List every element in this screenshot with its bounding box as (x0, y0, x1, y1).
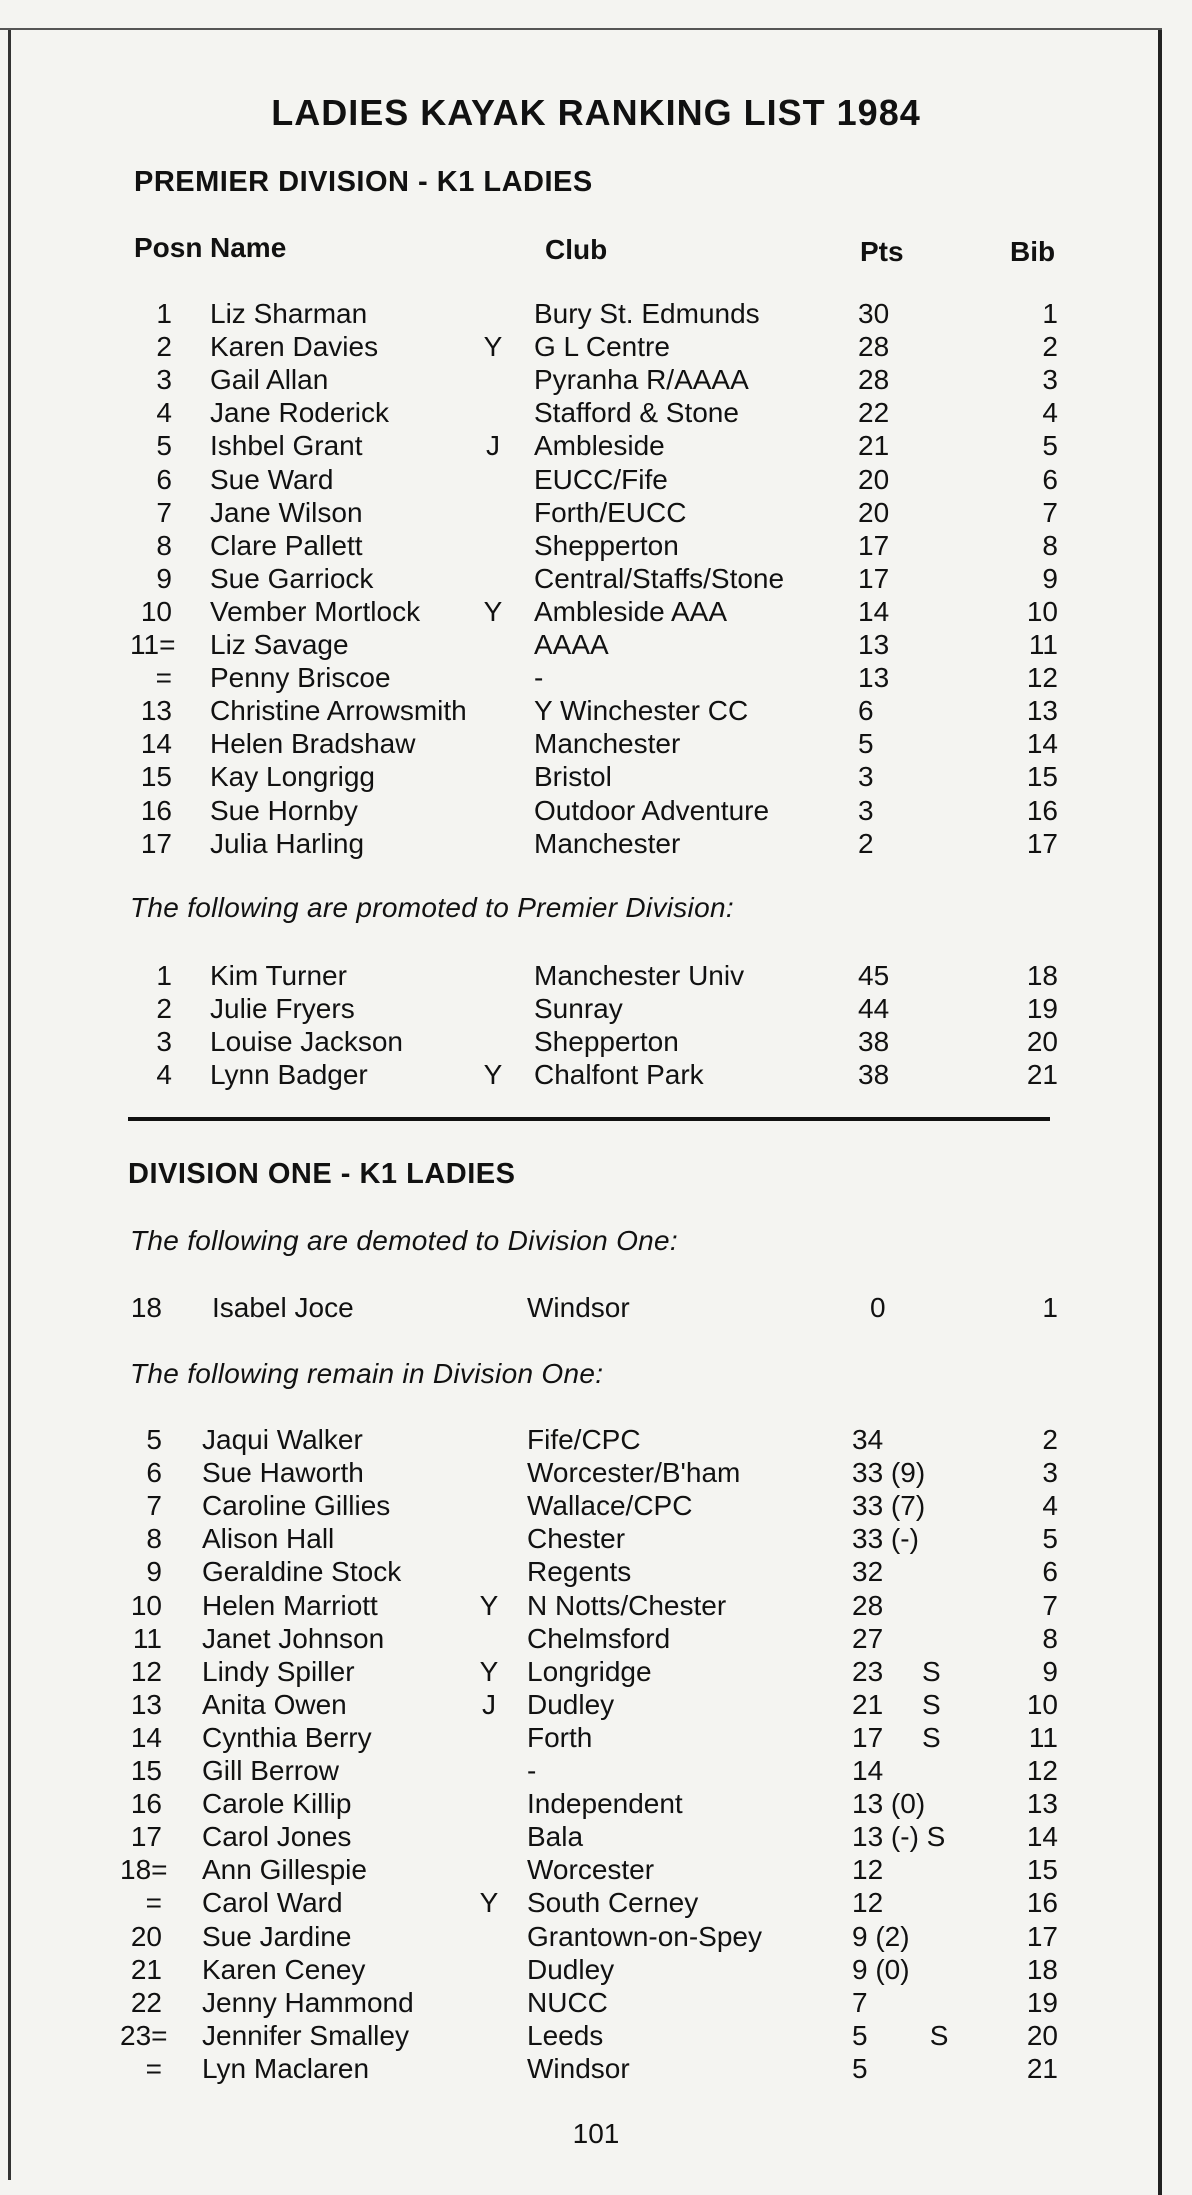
club-cell: Shepperton (534, 1026, 679, 1057)
category-cell: Y (479, 1655, 499, 1687)
points-cell: 33 (-) (852, 1523, 919, 1555)
bib-cell: 5 (1042, 1523, 1058, 1555)
club-cell: EUCC/Fife (534, 463, 668, 495)
bib-cell: 12 (1026, 1755, 1058, 1786)
club-cell: Worcester/B'ham (527, 1457, 741, 1489)
rank-cell: 4 (156, 397, 172, 429)
bib-cell: 19 (1026, 1986, 1058, 2018)
name-cell: Carol Jones (202, 1821, 352, 1853)
club-cell: Shepperton (534, 529, 679, 561)
rank-cell: 12 (130, 1655, 162, 1687)
table-row (0, 1623, 1192, 1656)
name-cell: Sue Ward (210, 463, 334, 495)
points-cell: 3 (858, 761, 874, 793)
club-cell: N Notts/Chester (527, 1589, 727, 1621)
rank-cell: 11 (132, 1622, 162, 1654)
table-row (0, 430, 1192, 463)
club-cell: Wallace/CPC (527, 1490, 693, 1522)
name-cell: Jane Roderick (210, 397, 389, 429)
club-cell: NUCC (527, 1986, 608, 2018)
points-cell: 30 (858, 298, 890, 329)
club-cell: Ambleside (534, 430, 665, 462)
points-cell: 9 (0) (852, 1953, 910, 1985)
club-cell: Central/Staffs/Stone (534, 562, 785, 594)
points-cell: 28 (858, 331, 890, 363)
rank-cell: 1 (156, 298, 172, 329)
table-row (0, 960, 1192, 993)
club-cell: Outdoor Adventure (534, 794, 770, 826)
rank-cell: 7 (156, 496, 172, 528)
rank-cell: 8 (146, 1523, 162, 1555)
name-cell: Helen Marriott (202, 1589, 378, 1621)
bib-cell: 7 (1042, 496, 1058, 528)
points-cell: 17 (858, 562, 890, 594)
header-name: Name (210, 232, 287, 263)
table-row (0, 2020, 1192, 2053)
bib-cell: 3 (1042, 364, 1058, 396)
points-cell: 17 S (852, 1721, 941, 1753)
name-cell: Sue Jardine (202, 1920, 352, 1952)
table-row (0, 2053, 1192, 2086)
table-row (0, 1689, 1192, 1722)
rank-cell: 5 (156, 430, 172, 462)
table-row (0, 530, 1192, 563)
bib-cell: 5 (1042, 430, 1058, 462)
rank-cell: 2 (156, 331, 172, 363)
name-cell: Caroline Gillies (202, 1490, 391, 1522)
bib-cell: 4 (1042, 397, 1058, 429)
demoted-note: The following are demoted to Division One: (130, 1225, 678, 1256)
points-cell: 13 (858, 662, 890, 694)
rank-cell: 17 (130, 1821, 162, 1853)
points-cell: 33 (9) (852, 1457, 926, 1489)
name-cell: Jaqui Walker (202, 1424, 363, 1455)
table-row (0, 1722, 1192, 1755)
page-number: 101 (572, 2118, 620, 2149)
points-cell: 5 S (852, 2019, 949, 2051)
points-cell: 9 (2) (852, 1920, 910, 1952)
points-cell: 22 (858, 397, 890, 429)
club-cell: Chester (527, 1523, 626, 1555)
rank-cell: = (155, 662, 172, 694)
bib-cell: 6 (1042, 463, 1058, 495)
rank-cell: 7 (146, 1490, 162, 1522)
table-row (0, 1490, 1192, 1523)
category-cell: Y (483, 1059, 503, 1090)
category-cell: J (482, 1688, 496, 1720)
name-cell: Kay Longrigg (210, 761, 376, 793)
club-cell: Bury St. Edmunds (534, 298, 760, 329)
table-row (0, 497, 1192, 530)
club-cell: Bala (527, 1821, 584, 1853)
bib-cell: 19 (1026, 993, 1058, 1024)
points-cell: 20 (858, 496, 890, 528)
name-cell: Ann Gillespie (202, 1854, 367, 1886)
points-cell: 20 (858, 463, 890, 495)
name-cell: Gail Allan (210, 364, 329, 396)
club-cell: Windsor (527, 2052, 630, 2084)
bib-cell: 14 (1026, 728, 1058, 760)
table-row (0, 1987, 1192, 2020)
points-cell: 5 (858, 728, 874, 760)
points-cell: 17 (858, 529, 890, 561)
table-row (0, 1523, 1192, 1556)
table-row (0, 1424, 1192, 1457)
club-cell: - (534, 662, 544, 694)
club-cell: Y Winchester CC (534, 695, 749, 727)
page-edge-top (0, 28, 1162, 30)
points-cell: 23 S (852, 1655, 941, 1687)
rank-cell: 6 (156, 463, 172, 495)
bib-cell: 18 (1026, 1953, 1058, 1985)
club-cell: AAAA (534, 629, 609, 660)
club-cell: Forth (527, 1721, 593, 1753)
points-cell: 21 S (852, 1688, 941, 1720)
club-cell: Pyranha R/AAAA (534, 364, 749, 396)
points-cell: 7 (852, 1986, 868, 2018)
name-cell: Helen Bradshaw (210, 728, 416, 760)
category-cell: Y (479, 1887, 499, 1919)
bib-cell: 10 (1026, 1688, 1058, 1720)
promoted-note: The following are promoted to Premier Division: (130, 892, 734, 923)
header-pts: Pts (860, 236, 904, 267)
points-cell: 33 (7) (852, 1490, 926, 1522)
rank-cell: 3 (156, 1026, 172, 1057)
name-cell: Jane Wilson (210, 496, 363, 528)
rank-cell: 5 (146, 1424, 162, 1455)
bib-cell: 11 (1028, 1721, 1058, 1753)
premier-division-heading: PREMIER DIVISION - K1 LADIES (134, 166, 593, 198)
points-cell: 13 (858, 629, 890, 660)
name-cell: Sue Hornby (210, 794, 358, 826)
table-row (0, 993, 1192, 1026)
rank-cell: 22 (130, 1986, 162, 2018)
table-row (0, 298, 1192, 331)
table-row (0, 464, 1192, 497)
bib-cell: 10 (1026, 595, 1058, 627)
section-divider (128, 1117, 1050, 1121)
name-cell: Karen Ceney (202, 1953, 366, 1985)
division-one-heading: DIVISION ONE - K1 LADIES (128, 1158, 516, 1190)
points-cell: 38 (858, 1026, 890, 1057)
club-cell: Chalfont Park (534, 1059, 704, 1090)
table-row (0, 397, 1192, 430)
club-cell: Bristol (534, 761, 612, 793)
bib-cell: 17 (1026, 827, 1058, 859)
points-cell: 13 (-) S (852, 1821, 946, 1853)
points-cell: 32 (852, 1556, 884, 1588)
bib-cell: 20 (1026, 1026, 1058, 1057)
table-row (0, 1755, 1192, 1788)
rank-cell: 23= (120, 2019, 168, 2051)
name-cell: Geraldine Stock (202, 1556, 402, 1588)
bib-cell: 21 (1026, 2052, 1058, 2084)
club-cell: Forth/EUCC (534, 496, 687, 528)
name-cell: Janet Johnson (202, 1622, 385, 1654)
points-cell: 6 (858, 695, 874, 727)
bib-cell: 6 (1042, 1556, 1058, 1588)
club-cell: Independent (527, 1788, 683, 1820)
table-row (0, 596, 1192, 629)
table-row (0, 795, 1192, 828)
name-cell: Julie Fryers (210, 993, 355, 1024)
points-cell: 21 (858, 430, 890, 462)
remain-note: The following remain in Division One: (130, 1358, 604, 1389)
bib-cell: 8 (1042, 1622, 1058, 1654)
bib-cell: 16 (1026, 1887, 1058, 1919)
bib-cell: 8 (1042, 529, 1058, 561)
club-cell: Regents (527, 1556, 632, 1588)
bib-cell: 9 (1042, 562, 1058, 594)
name-cell: Isabel Joce (212, 1292, 354, 1323)
bib-cell: 12 (1026, 662, 1058, 694)
rank-cell: 9 (156, 562, 172, 594)
table-row (0, 1457, 1192, 1490)
bib-cell: 1 (1042, 298, 1058, 329)
name-cell: Christine Arrowsmith (210, 695, 467, 727)
points-cell: 14 (852, 1755, 884, 1786)
club-cell: Grantown-on-Spey (527, 1920, 763, 1952)
table-row (0, 364, 1192, 397)
points-cell: 12 (852, 1854, 884, 1886)
points-cell: 28 (852, 1589, 884, 1621)
bib-cell: 14 (1026, 1821, 1058, 1853)
points-cell: 27 (852, 1622, 884, 1654)
table-row (0, 1954, 1192, 1987)
bib-cell: 9 (1042, 1655, 1058, 1687)
table-row (0, 728, 1192, 761)
rank-cell: 17 (140, 827, 172, 859)
rank-cell: 2 (156, 993, 172, 1024)
club-cell: Leeds (527, 2019, 604, 2051)
name-cell: Lyn Maclaren (202, 2052, 370, 2084)
name-cell: Sue Garriock (210, 562, 374, 594)
club-cell: Dudley (527, 1688, 615, 1720)
bib-cell: 1 (1042, 1292, 1058, 1323)
rank-cell: 15 (140, 761, 172, 793)
rank-cell: 10 (140, 595, 172, 627)
table-row (0, 1059, 1192, 1092)
points-cell: 44 (858, 993, 890, 1024)
page-title: LADIES KAYAK RANKING LIST 1984 (271, 92, 921, 133)
name-cell: Kim Turner (210, 960, 347, 991)
club-cell: South Cerney (527, 1887, 699, 1919)
bib-cell: 18 (1026, 960, 1058, 991)
bib-cell: 2 (1042, 331, 1058, 363)
category-cell: Y (479, 1589, 499, 1621)
club-cell: Chelmsford (527, 1622, 671, 1654)
table-row (0, 331, 1192, 364)
table-row (0, 1026, 1192, 1059)
rank-cell: 16 (130, 1788, 162, 1820)
header-bib: Bib (1010, 236, 1056, 267)
bib-cell: 3 (1042, 1457, 1058, 1489)
club-cell: Windsor (527, 1292, 630, 1323)
rank-cell: 1 (156, 960, 172, 991)
club-cell: Fife/CPC (527, 1424, 641, 1455)
points-cell: 0 (870, 1292, 886, 1323)
rank-cell: 21 (130, 1953, 162, 1985)
rank-cell: 18 (130, 1292, 162, 1323)
bib-cell: 15 (1026, 761, 1058, 793)
rank-cell: 3 (156, 364, 172, 396)
rank-cell: 6 (146, 1457, 162, 1489)
table-row (0, 828, 1192, 861)
rank-cell: 18= (120, 1854, 168, 1886)
name-cell: Alison Hall (202, 1523, 335, 1555)
rank-cell: 15 (130, 1755, 162, 1786)
name-cell: Penny Briscoe (210, 662, 391, 694)
category-cell: Y (483, 595, 503, 627)
club-cell: G L Centre (534, 331, 670, 363)
rank-cell: 9 (146, 1556, 162, 1588)
table-row (0, 662, 1192, 695)
bib-cell: 21 (1026, 1059, 1058, 1090)
table-row (0, 1788, 1192, 1821)
bib-cell: 15 (1026, 1854, 1058, 1886)
rank-cell: 13 (130, 1688, 162, 1720)
club-cell: Stafford & Stone (534, 397, 739, 429)
name-cell: Karen Davies (210, 331, 379, 363)
name-cell: Carol Ward (202, 1887, 343, 1919)
table-row (0, 1921, 1192, 1954)
name-cell: Lindy Spiller (202, 1655, 355, 1687)
bib-cell: 16 (1026, 794, 1058, 826)
bib-cell: 11 (1028, 629, 1058, 660)
points-cell: 3 (858, 794, 874, 826)
table-row (0, 1590, 1192, 1623)
name-cell: Sue Haworth (202, 1457, 364, 1489)
club-cell: Longridge (527, 1655, 652, 1687)
table-row (0, 563, 1192, 596)
category-cell: J (486, 430, 500, 462)
points-cell: 38 (858, 1059, 890, 1090)
club-cell: Dudley (527, 1953, 615, 1985)
table-row (0, 1292, 1192, 1325)
rank-cell: 14 (130, 1721, 162, 1753)
club-cell: Sunray (534, 993, 623, 1024)
rank-cell: 16 (140, 794, 172, 826)
rank-cell: 4 (156, 1059, 172, 1090)
category-cell: Y (483, 331, 503, 363)
table-row (0, 1656, 1192, 1689)
name-cell: Louise Jackson (210, 1026, 404, 1057)
rank-cell: 13 (140, 695, 172, 727)
rank-cell: 20 (130, 1920, 162, 1952)
points-cell: 28 (858, 364, 890, 396)
club-cell: Manchester (534, 827, 681, 859)
points-cell: 13 (0) (852, 1788, 926, 1820)
header-posn: Posn (134, 232, 203, 263)
bib-cell: 13 (1026, 1788, 1058, 1820)
points-cell: 5 (852, 2052, 868, 2084)
name-cell: Anita Owen (202, 1688, 347, 1720)
table-row (0, 1821, 1192, 1854)
name-cell: Gill Berrow (202, 1755, 339, 1786)
rank-cell: 10 (130, 1589, 162, 1621)
club-cell: Ambleside AAA (534, 595, 727, 627)
name-cell: Liz Sharman (210, 298, 368, 329)
name-cell: Clare Pallett (210, 529, 363, 561)
name-cell: Cynthia Berry (202, 1721, 372, 1753)
name-cell: Liz Savage (210, 629, 349, 660)
name-cell: Jennifer Smalley (202, 2019, 409, 2051)
table-row (0, 1556, 1192, 1589)
points-cell: 12 (852, 1887, 884, 1919)
bib-cell: 13 (1026, 695, 1058, 727)
table-row (0, 1887, 1192, 1920)
bib-cell: 20 (1026, 2019, 1058, 2051)
bib-cell: 7 (1042, 1589, 1058, 1621)
table-row (0, 761, 1192, 794)
header-club: Club (545, 234, 608, 265)
name-cell: Carole Killip (202, 1788, 352, 1820)
name-cell: Jenny Hammond (202, 1986, 414, 2018)
name-cell: Lynn Badger (210, 1059, 368, 1090)
points-cell: 14 (858, 595, 890, 627)
bib-cell: 4 (1042, 1490, 1058, 1522)
club-cell: Manchester (534, 728, 681, 760)
name-cell: Ishbel Grant (210, 430, 363, 462)
points-cell: 45 (858, 960, 890, 991)
club-cell: Worcester (527, 1854, 655, 1886)
table-row (0, 1854, 1192, 1887)
club-cell: Manchester Univ (534, 960, 745, 991)
rank-cell: = (145, 1887, 162, 1919)
club-cell: - (527, 1755, 537, 1786)
points-cell: 2 (858, 827, 874, 859)
rank-cell: 11= (130, 629, 176, 660)
name-cell: Julia Harling (210, 827, 365, 859)
bib-cell: 2 (1042, 1424, 1058, 1455)
rank-cell: 8 (156, 529, 172, 561)
table-row (0, 629, 1192, 662)
rank-cell: = (145, 2052, 162, 2084)
name-cell: Vember Mortlock (210, 595, 421, 627)
bib-cell: 17 (1026, 1920, 1058, 1952)
points-cell: 34 (852, 1424, 884, 1455)
table-row (0, 695, 1192, 728)
rank-cell: 14 (140, 728, 172, 760)
